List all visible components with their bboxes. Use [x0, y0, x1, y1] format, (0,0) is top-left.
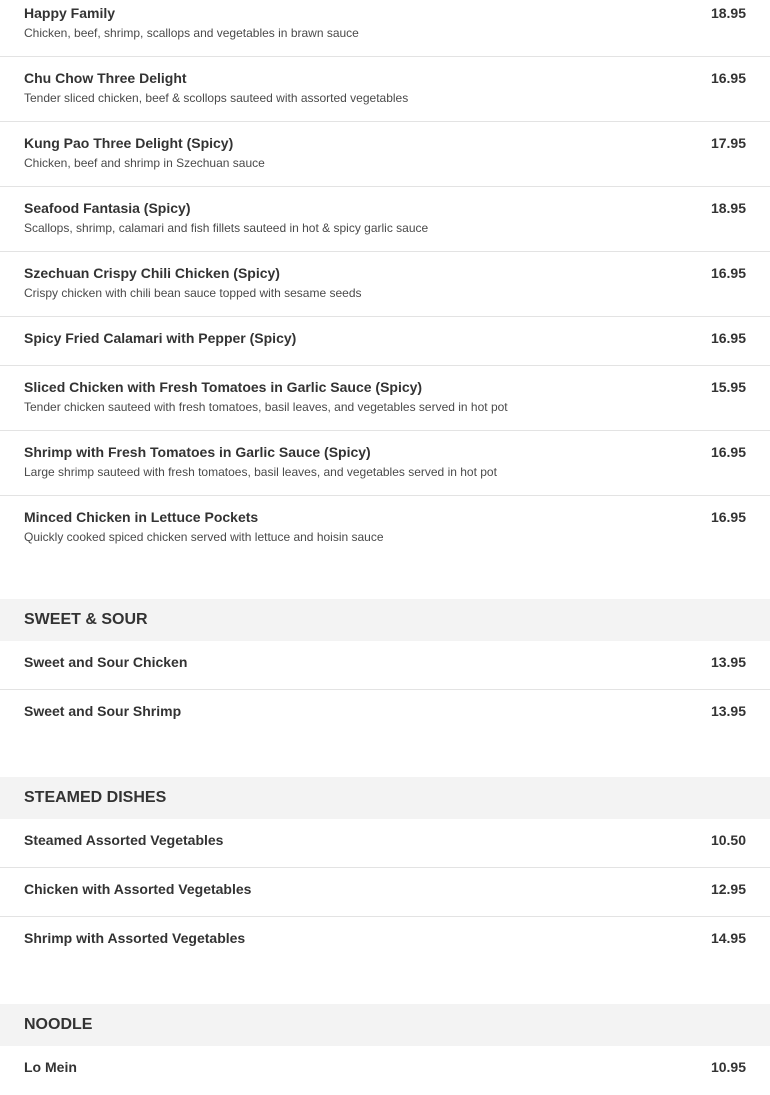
item-name: Shrimp with Assorted Vegetables — [24, 930, 246, 946]
item-price: 17.95 — [710, 135, 746, 151]
item-name: Sweet and Sour Chicken — [24, 654, 188, 670]
item-name: Minced Chicken in Lettuce Pockets — [24, 509, 259, 525]
item-name: Seafood Fantasia (Spicy) — [24, 200, 191, 216]
menu-item[interactable] — [0, 917, 770, 966]
item-price: 16.95 — [710, 444, 746, 460]
menu-item[interactable] — [0, 641, 770, 690]
item-name: Sliced Chicken with Fresh Tomatoes in Garlic Sauce (Spicy) — [24, 379, 423, 395]
item-price: 13.95 — [710, 654, 746, 670]
item-description: Tender sliced chicken, beef & scollops sauteed with assorted vegetables — [24, 91, 409, 105]
menu-item[interactable] — [0, 496, 770, 561]
item-description: Chicken, beef and shrimp in Szechuan sauce — [24, 156, 265, 170]
item-price: 18.95 — [710, 200, 746, 216]
item-name: Spicy Fried Calamari with Pepper (Spicy) — [24, 330, 297, 346]
section-header: NOODLE — [0, 1004, 770, 1046]
item-name: Sweet and Sour Shrimp — [24, 703, 182, 719]
section-header: STEAMED DISHES — [0, 777, 770, 819]
item-price: 10.50 — [710, 832, 746, 848]
item-description: Scallops, shrimp, calamari and fish fillets sauteed in hot & spicy garlic sauce — [24, 221, 429, 235]
item-name: Shrimp with Fresh Tomatoes in Garlic Sauce (Spicy) — [24, 444, 371, 460]
menu-section-noodle — [0, 1004, 770, 1095]
item-name: Steamed Assorted Vegetables — [24, 832, 224, 848]
menu-item[interactable] — [0, 366, 770, 431]
menu-item[interactable] — [0, 431, 770, 496]
item-price: 18.95 — [710, 5, 746, 21]
menu-item[interactable] — [0, 252, 770, 317]
section-header: SWEET & SOUR — [0, 599, 770, 641]
menu-item[interactable] — [0, 317, 770, 366]
item-description: Tender chicken sauteed with fresh tomatoes, basil leaves, and vegetables served in hot pot — [24, 400, 508, 414]
item-price: 12.95 — [710, 881, 746, 897]
item-name: Chu Chow Three Delight — [24, 70, 187, 86]
item-description: Crispy chicken with chili bean sauce topped with sesame seeds — [24, 286, 362, 300]
menu-item[interactable] — [0, 122, 770, 187]
item-name: Happy Family — [24, 5, 116, 21]
item-price: 15.95 — [710, 379, 746, 395]
menu-section-steamed-dishes — [0, 777, 770, 966]
menu-item[interactable] — [0, 187, 770, 252]
item-description: Quickly cooked spiced chicken served with lettuce and hoisin sauce — [24, 530, 384, 544]
menu-section-sweet-sour — [0, 599, 770, 739]
item-price: 16.95 — [710, 265, 746, 281]
item-price: 16.95 — [710, 330, 746, 346]
menu-item[interactable] — [0, 868, 770, 917]
item-price: 16.95 — [710, 509, 746, 525]
item-price: 10.95 — [710, 1059, 746, 1075]
item-name: Chicken with Assorted Vegetables — [24, 881, 252, 897]
menu-item[interactable] — [0, 819, 770, 868]
item-name: Szechuan Crispy Chili Chicken (Spicy) — [24, 265, 280, 281]
item-name: Kung Pao Three Delight (Spicy) — [24, 135, 234, 151]
item-price: 16.95 — [710, 70, 746, 86]
menu-item[interactable] — [0, 57, 770, 122]
item-description: Chicken, beef, shrimp, scallops and vegetables in brawn sauce — [24, 26, 359, 40]
item-price: 13.95 — [710, 703, 746, 719]
item-description: Large shrimp sauteed with fresh tomatoes, basil leaves, and vegetables served in hot pot — [24, 465, 497, 479]
menu-item[interactable] — [0, 690, 770, 739]
item-name: Lo Mein — [24, 1059, 77, 1075]
menu-item[interactable] — [0, 1046, 770, 1095]
menu-item[interactable] — [0, 0, 770, 57]
item-price: 14.95 — [710, 930, 746, 946]
